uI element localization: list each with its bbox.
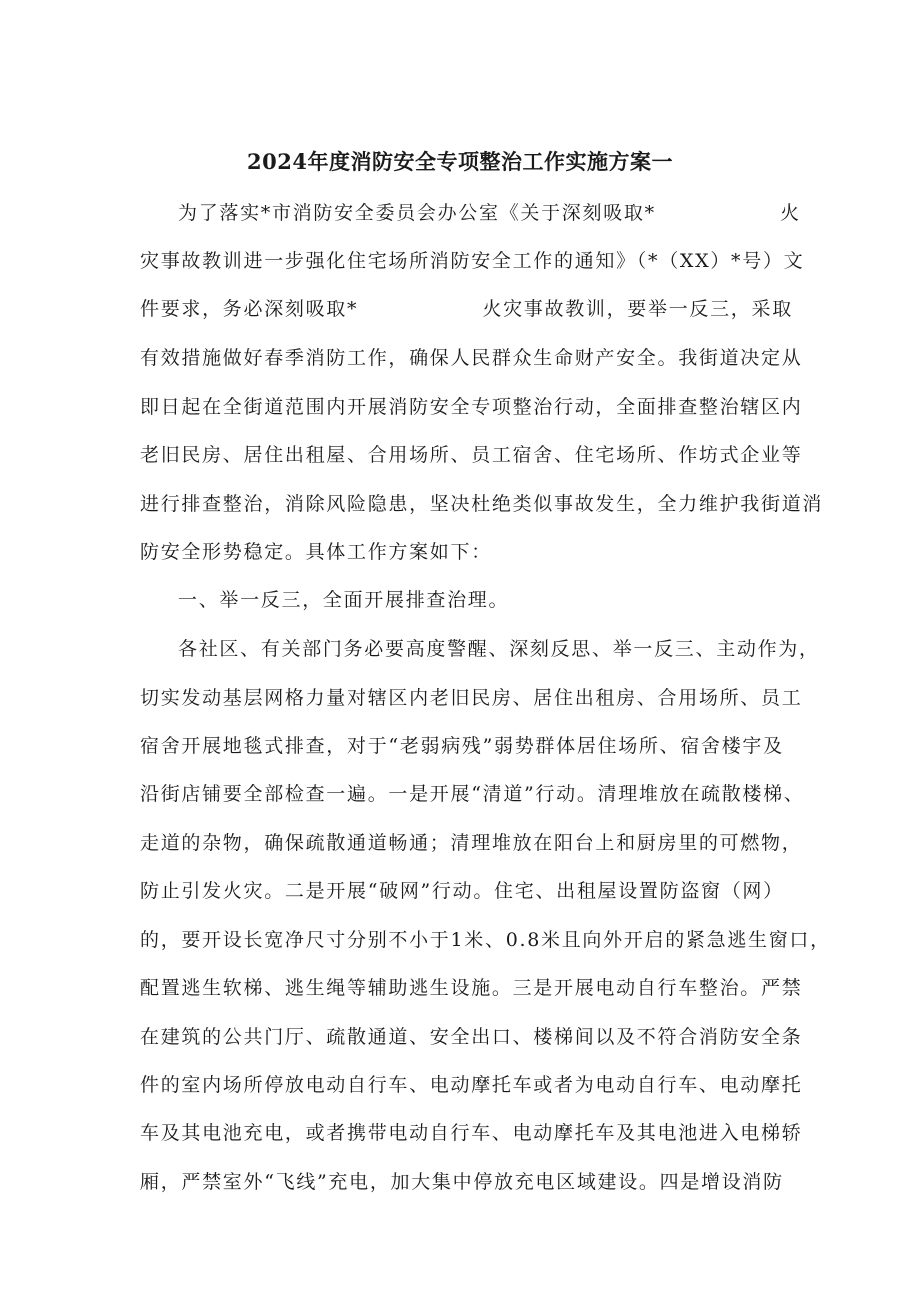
paragraph-line: 件的室内场所停放电动自行车、电动摩托车或者为电动自行车、电动摩托 bbox=[140, 1074, 803, 1096]
paragraph-line: 车及其电池充电，或者携带电动自行车、电动摩托车及其电池进入电梯轿 bbox=[140, 1122, 803, 1144]
paragraph-line: 老旧民房、居住出租屋、合用场所、员工宿舍、住宅场所、作坊式企业等 bbox=[140, 444, 803, 466]
section-heading: 一、举一反三，全面开展排查治理。 bbox=[178, 589, 510, 611]
document-title: 2024年度消防安全专项整治工作实施方案一 bbox=[247, 149, 673, 174]
paragraph-line: 即日起在全街道范围内开展消防安全专项整治行动，全面排查整治辖区内 bbox=[140, 396, 803, 418]
paragraph-line: 灾事故教训进一步强化住宅场所消防安全工作的通知》（*（XX）*号）文 bbox=[140, 250, 805, 272]
paragraph-line: 有效措施做好春季消防工作，确保人民群众生命财产安全。我街道决定从 bbox=[140, 347, 803, 369]
paragraph-line: 配置逃生软梯、逃生绳等辅助逃生设施。三是开展电动自行车整治。严禁 bbox=[140, 977, 803, 999]
paragraph-line: 防止引发火灾。二是开展“破网”行动。住宅、出租屋设置防盗窗（网） bbox=[140, 880, 784, 902]
paragraph-line: 走道的杂物，确保疏散通道畅通；清理堆放在阳台上和厨房里的可燃物， bbox=[140, 832, 803, 854]
paragraph-line: 宿舍开展地毯式排查，对于“老弱病残”弱势群体居住场所、宿舍楼宇及 bbox=[140, 735, 784, 757]
paragraph-line: 防安全形势稳定。具体工作方案如下： bbox=[140, 541, 492, 563]
paragraph-line: 沿街店铺要全部检查一遍。一是开展“清道”行动。清理堆放在疏散楼梯、 bbox=[140, 783, 805, 805]
paragraph-line: 为了落实*市消防安全委员会办公室《关于深刻吸取* 火 bbox=[178, 202, 801, 224]
paragraph-line: 切实发动基层网格力量对辖区内老旧民房、居住出租房、合用场所、员工 bbox=[140, 687, 803, 709]
paragraph-line: 各社区、有关部门务必要高度警醒、深刻反思、举一反三、主动作为， bbox=[178, 638, 820, 660]
paragraph-line: 在建筑的公共门厅、疏散通道、安全出口、楼梯间以及不符合消防安全条 bbox=[140, 1026, 803, 1048]
paragraph-line: 的，要开设长宽净尺寸分别不小于1米、0.8米且向外开启的紧急逃生窗口， bbox=[140, 929, 831, 951]
paragraph-line: 厢，严禁室外“飞线”充电，加大集中停放充电区域建设。四是增设消防 bbox=[140, 1171, 784, 1193]
paragraph-line: 进行排查整治，消除风险隐患，坚决杜绝类似事故发生，全力维护我街道消 bbox=[140, 493, 824, 515]
paragraph-line: 件要求，务必深刻吸取* 火灾事故教训，要举一反三，采取 bbox=[140, 298, 793, 320]
